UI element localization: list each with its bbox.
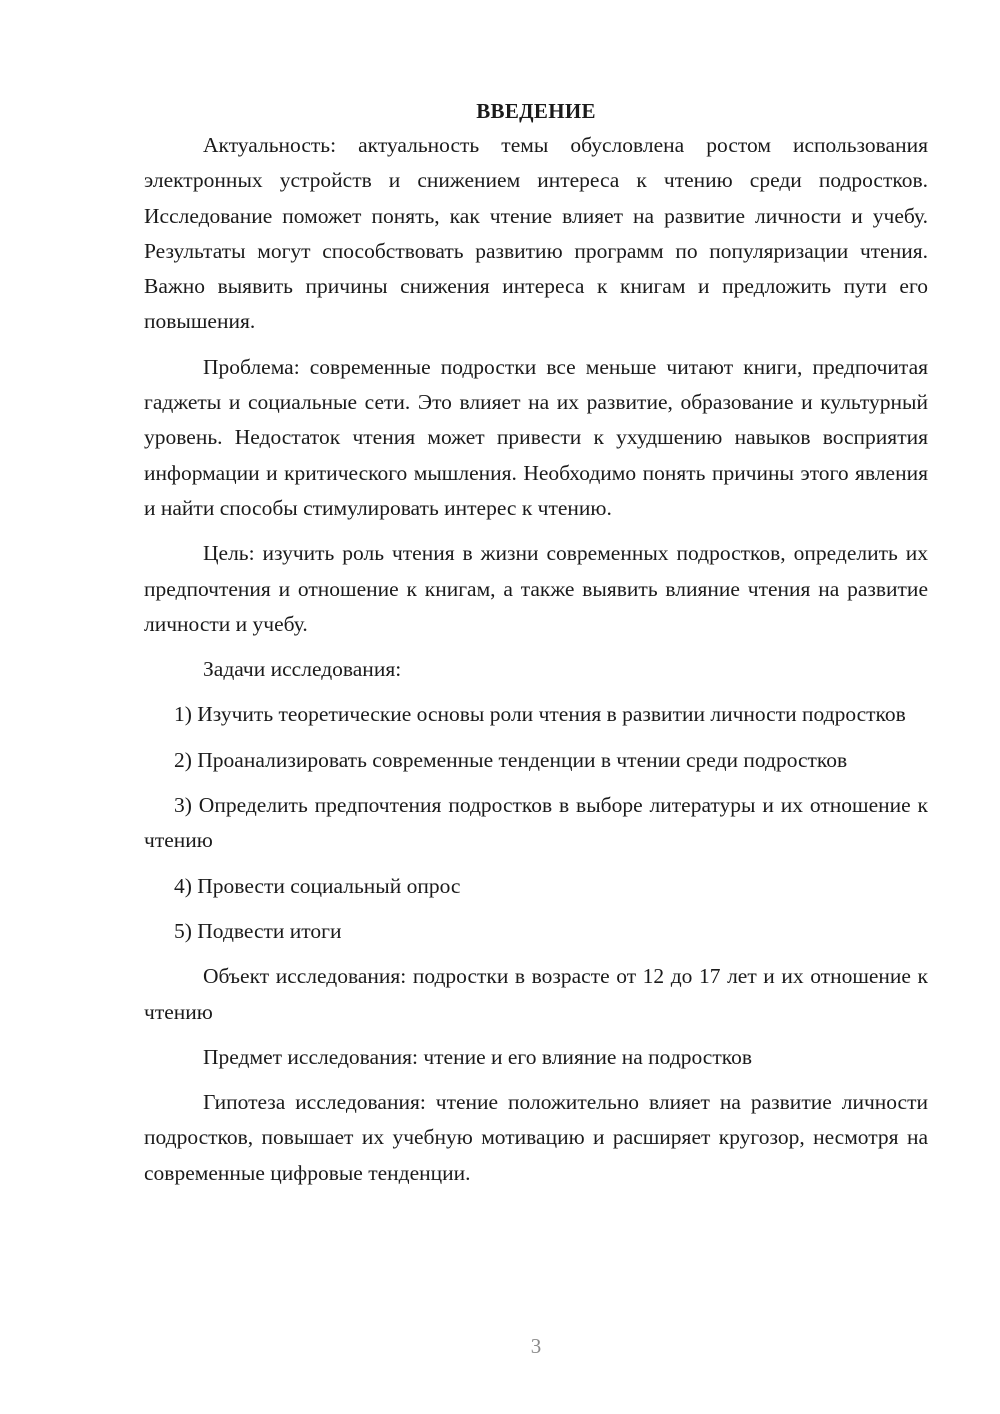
list-item: 3) Определить предпочтения подростков в выборе литературы и их отношение к чтению <box>144 793 928 853</box>
relevance-paragraph: Актуальность: актуальность темы обусловлена ростом использования электронных устройств и снижением интереса к чтению среди подростков. Исследование поможет понять, как чтение влияет на развитие личности и учебу. Результаты могут способствовать развитию программ по популяризации чтения. Важно выявить причины снижения интереса к книгам и предложить пути его повышения. <box>144 133 928 334</box>
tasks-list <box>144 697 928 949</box>
list-item: 2) Проанализировать современные тенденции в чтении среди подростков <box>174 747 848 772</box>
list-item: 1) Изучить теоретические основы роли чтения в развитии личности подростков <box>174 702 906 727</box>
subject-paragraph: Предмет исследования: чтение и его влияние на подростков <box>203 1044 752 1069</box>
tasks-heading: Задачи исследования: <box>203 657 402 682</box>
hypothesis-paragraph: Гипотеза исследования: чтение положительно влияет на развитие личности подростков, повышает их учебную мотивацию и расширяет кругозор, несмотря на современные цифровые тенденции. <box>144 1090 928 1185</box>
object-paragraph: Объект исследования: подростки в возрасте от 12 до 17 лет и их отношение к чтению <box>144 964 928 1024</box>
goal-paragraph: Цель: изучить роль чтения в жизни современных подростков, определить их предпочтения и отношение к книгам, а также выявить влияние чтения на развитие личности и учебу. <box>144 541 928 636</box>
list-item: 4) Провести социальный опрос <box>174 873 461 898</box>
page-number: 3 <box>530 1334 542 1358</box>
document-page <box>144 96 928 1201</box>
list-item: 5) Подвести итоги <box>174 918 342 943</box>
problem-paragraph: Проблема: современные подростки все меньше читают книги, предпочитая гаджеты и социальные сети. Это влияет на их развитие, образование и культурный уровень. Недостаток чтения может привести к ухудшению навыков восприятия информации и критического мышления. Необходимо понять причины этого явления и найти способы стимулировать интерес к чтению. <box>144 354 928 520</box>
section-title: ВВЕДЕНИЕ <box>476 99 596 123</box>
